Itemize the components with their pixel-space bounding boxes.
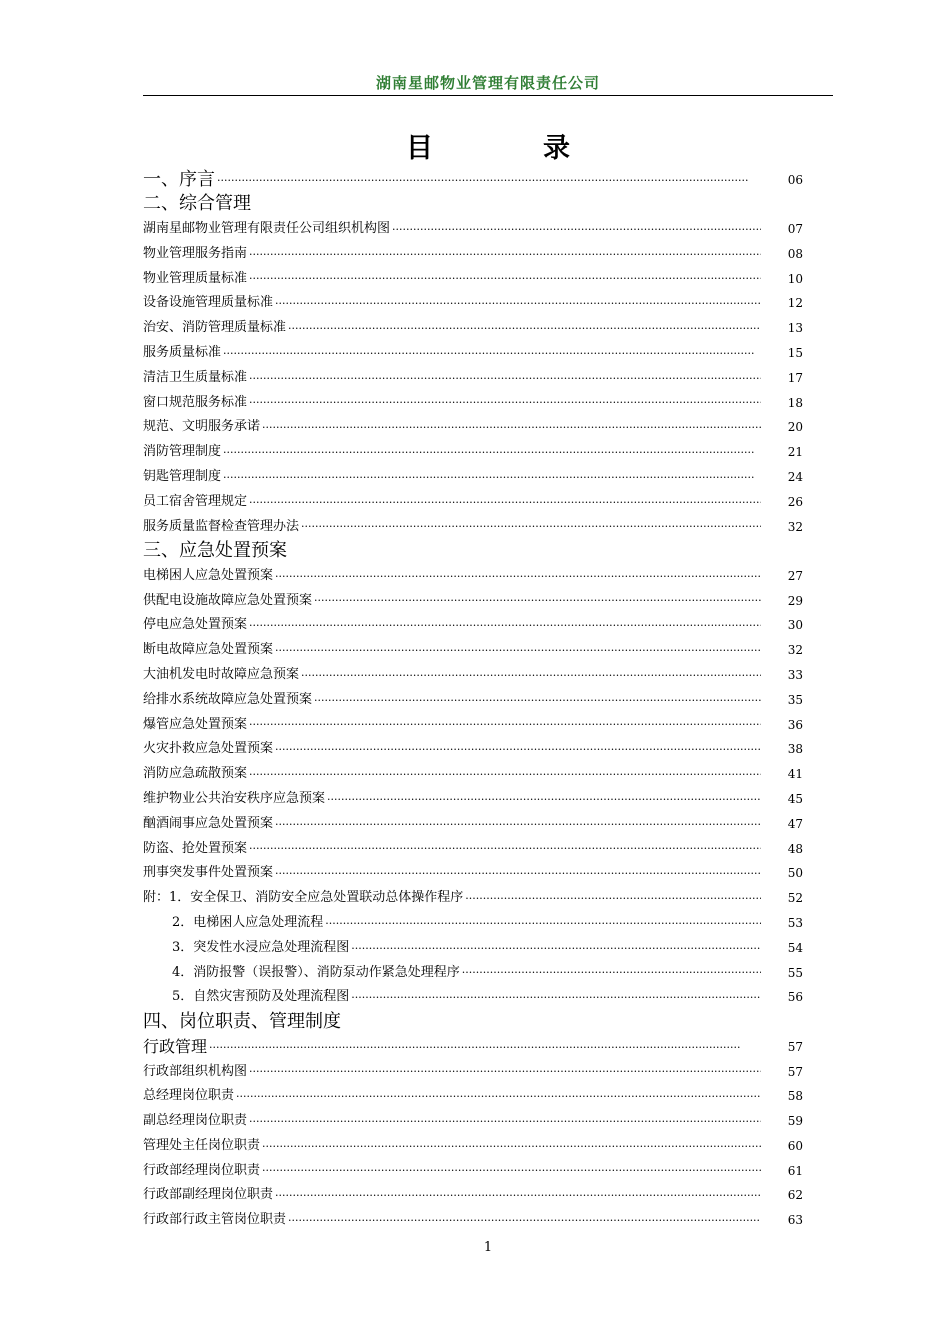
toc-entry-page: 21 bbox=[787, 445, 803, 460]
toc-entry-page: 26 bbox=[787, 494, 803, 509]
toc-leader-dots bbox=[325, 918, 761, 930]
toc-entry-label: 二、综合管理 bbox=[143, 193, 251, 214]
toc-entry[interactable] bbox=[143, 985, 803, 1010]
toc-leader-dots bbox=[223, 472, 761, 484]
page-title bbox=[143, 126, 833, 165]
toc-leader-dots bbox=[314, 595, 761, 607]
toc-leader-dots bbox=[275, 1190, 761, 1202]
toc-leader-dots bbox=[351, 943, 761, 955]
toc-entry-page: 20 bbox=[787, 420, 803, 435]
toc-leader-dots bbox=[327, 794, 761, 806]
toc-entry-page: 63 bbox=[787, 1213, 803, 1228]
toc-entry-label: 爆管应急处置预案 bbox=[143, 716, 248, 732]
toc-entry[interactable] bbox=[143, 688, 803, 713]
toc-entry-page: 58 bbox=[787, 1089, 803, 1104]
toc-entry[interactable] bbox=[143, 1084, 803, 1109]
toc-entry-page: 33 bbox=[787, 668, 803, 683]
toc-entry-label: 5．自然灾害预防及处理流程图 bbox=[172, 989, 350, 1005]
toc-entry-page: 57 bbox=[787, 1039, 803, 1054]
toc-leader-dots bbox=[275, 744, 761, 756]
toc-leader-dots bbox=[275, 819, 761, 831]
toc-entry-page: 52 bbox=[787, 891, 803, 906]
toc-entry[interactable] bbox=[143, 787, 803, 812]
toc-entry-label: 规范、文明服务承诺 bbox=[143, 419, 261, 435]
toc-leader-dots bbox=[288, 1215, 761, 1227]
toc-entry[interactable] bbox=[143, 515, 803, 540]
toc-entry-page: 06 bbox=[787, 172, 803, 187]
toc-leader-dots bbox=[249, 249, 761, 261]
toc-entry-page: 12 bbox=[787, 296, 803, 311]
toc-leader-dots bbox=[262, 422, 761, 434]
toc-entry-page: 17 bbox=[787, 370, 803, 385]
toc-entry-page: 50 bbox=[787, 866, 803, 881]
toc-entry[interactable] bbox=[143, 837, 803, 862]
toc-entry-page: 57 bbox=[787, 1064, 803, 1079]
toc-section-heading bbox=[143, 193, 803, 218]
toc-entry-label: 火灾扑救应急处置预案 bbox=[143, 741, 274, 757]
toc-entry-label: 员工宿舍管理规定 bbox=[143, 493, 248, 509]
toc-entry-label: 3．突发性水浸应急处理流程图 bbox=[172, 939, 350, 955]
toc-entry[interactable] bbox=[143, 391, 803, 416]
toc-entry-label: 窗口规范服务标准 bbox=[143, 394, 248, 410]
toc-entry[interactable] bbox=[143, 1208, 803, 1233]
toc-entry-page: 27 bbox=[787, 568, 803, 583]
toc-entry-label: 服务质量标准 bbox=[143, 344, 222, 360]
toc-entry[interactable] bbox=[143, 168, 803, 193]
toc-leader-dots bbox=[223, 348, 761, 360]
toc-entry[interactable] bbox=[143, 762, 803, 787]
toc-leader-dots bbox=[462, 967, 761, 979]
toc-entry-page: 32 bbox=[787, 643, 803, 658]
toc-entry-page: 61 bbox=[787, 1163, 803, 1178]
toc-entry-page: 15 bbox=[787, 345, 803, 360]
toc-entry-label: 行政部组织机构图 bbox=[143, 1063, 248, 1079]
toc-entry-label: 维护物业公共治安秩序应急预案 bbox=[143, 791, 326, 807]
toc-leader-dots bbox=[223, 447, 761, 459]
toc-leader-dots bbox=[217, 175, 761, 187]
toc-leader-dots bbox=[262, 1165, 761, 1177]
toc-leader-dots bbox=[249, 497, 761, 509]
toc-leader-dots bbox=[288, 323, 761, 335]
toc-entry-label: 停电应急处置预案 bbox=[143, 617, 248, 633]
toc-leader-dots bbox=[392, 224, 761, 236]
toc-entry-label: 三、应急处置预案 bbox=[143, 539, 287, 561]
toc-leader-dots bbox=[249, 843, 761, 855]
toc-entry-label: 管理处主任岗位职责 bbox=[143, 1137, 261, 1153]
page-number: 1 bbox=[483, 1240, 493, 1255]
toc-entry-page: 36 bbox=[787, 717, 803, 732]
toc-entry[interactable] bbox=[143, 911, 803, 936]
toc-leader-dots bbox=[275, 868, 761, 880]
toc-entry-page: 53 bbox=[787, 916, 803, 931]
toc-entry-page: 35 bbox=[787, 692, 803, 707]
toc-entry-page: 30 bbox=[787, 618, 803, 633]
toc-entry-label: 四、岗位职责、管理制度 bbox=[143, 1010, 341, 1032]
toc-entry-label: 行政管理 bbox=[143, 1036, 208, 1056]
toc-entry-label: 清洁卫生质量标准 bbox=[143, 369, 248, 385]
toc-entry-label: 附：1．安全保卫、消防安全应急处置联动总体操作程序 bbox=[143, 890, 464, 906]
toc-entry-page: 59 bbox=[787, 1114, 803, 1129]
toc-entry[interactable] bbox=[143, 1109, 803, 1134]
toc-entry[interactable] bbox=[143, 1060, 803, 1085]
toc-entry[interactable] bbox=[143, 316, 803, 341]
header-company-name: 湖南星邮物业管理有限责任公司 bbox=[375, 74, 600, 92]
toc-leader-dots bbox=[351, 992, 761, 1004]
toc-entry[interactable] bbox=[143, 961, 803, 986]
toc-entry-label: 防盗、抢处置预案 bbox=[143, 840, 248, 856]
toc-entry[interactable] bbox=[143, 638, 803, 663]
toc-leader-dots bbox=[249, 719, 761, 731]
toc-leader-dots bbox=[301, 521, 761, 533]
toc-entry[interactable] bbox=[143, 613, 803, 638]
toc-entry-page: 38 bbox=[787, 742, 803, 757]
toc-entry-label: 电梯困人应急处置预案 bbox=[143, 567, 274, 583]
toc-entry-label: 湖南星邮物业管理有限责任公司组织机构图 bbox=[143, 221, 391, 236]
toc-entry-page: 32 bbox=[787, 519, 803, 534]
toc-leader-dots bbox=[249, 397, 761, 409]
toc-entry-label: 行政部副经理岗位职责 bbox=[143, 1187, 274, 1203]
toc-entry-label: 刑事突发事件处置预案 bbox=[143, 865, 274, 881]
toc-entry-page: 24 bbox=[787, 469, 803, 484]
toc-entry-label: 物业管理服务指南 bbox=[143, 245, 248, 261]
toc-entry-label: 物业管理质量标准 bbox=[143, 270, 248, 286]
toc-leader-dots bbox=[275, 645, 761, 657]
toc-entry[interactable] bbox=[143, 465, 803, 490]
toc-entry-label: 钥匙管理制度 bbox=[143, 468, 222, 484]
toc-entry[interactable] bbox=[143, 936, 803, 961]
toc-entry-page: 54 bbox=[787, 940, 803, 955]
toc-entry[interactable] bbox=[143, 1035, 803, 1060]
toc-entry-page: 60 bbox=[787, 1138, 803, 1153]
table-of-contents bbox=[143, 168, 803, 1233]
toc-entry-label: 消防管理制度 bbox=[143, 444, 222, 460]
toc-entry[interactable] bbox=[143, 440, 803, 465]
toc-entry-label: 消防应急疏散预案 bbox=[143, 766, 248, 782]
toc-entry[interactable] bbox=[143, 415, 803, 440]
toc-entry-label: 一、序言 bbox=[143, 168, 215, 190]
toc-entry-page: 47 bbox=[787, 816, 803, 831]
toc-entry[interactable] bbox=[143, 812, 803, 837]
toc-entry-label: 治安、消防管理质量标准 bbox=[143, 320, 287, 336]
toc-leader-dots bbox=[275, 571, 761, 583]
toc-leader-dots bbox=[249, 620, 761, 632]
toc-leader-dots bbox=[249, 769, 761, 781]
toc-entry-page: 41 bbox=[787, 767, 803, 782]
toc-entry-label: 设备设施管理质量标准 bbox=[143, 295, 274, 311]
toc-entry[interactable] bbox=[143, 1159, 803, 1184]
toc-entry-label: 大油机发电时故障应急预案 bbox=[143, 667, 300, 683]
toc-entry-label: 总经理岗位职责 bbox=[143, 1088, 235, 1104]
toc-leader-dots bbox=[465, 893, 761, 905]
toc-entry-label: 4．消防报警（误报警）、消防泵动作紧急处理程序 bbox=[172, 964, 460, 980]
toc-entry-label: 2．电梯困人应急处理流程 bbox=[172, 915, 324, 931]
toc-leader-dots bbox=[275, 298, 761, 310]
toc-entry[interactable] bbox=[143, 267, 803, 292]
toc-entry[interactable] bbox=[143, 1134, 803, 1159]
toc-leader-dots bbox=[209, 1042, 761, 1054]
toc-entry-page: 29 bbox=[787, 593, 803, 608]
toc-entry[interactable] bbox=[143, 341, 803, 366]
toc-entry[interactable] bbox=[143, 861, 803, 886]
toc-entry-label: 服务质量监督检查管理办法 bbox=[143, 518, 300, 534]
toc-entry-page: 48 bbox=[787, 841, 803, 856]
toc-entry-label: 行政部经理岗位职责 bbox=[143, 1162, 261, 1178]
title-char-1: 目 bbox=[406, 133, 433, 164]
toc-entry-label: 行政部行政主管岗位职责 bbox=[143, 1212, 287, 1228]
header-divider bbox=[143, 95, 833, 96]
toc-entry-page: 13 bbox=[787, 321, 803, 336]
title-char-2: 录 bbox=[543, 133, 570, 164]
toc-entry[interactable] bbox=[143, 1183, 803, 1208]
toc-entry-page: 08 bbox=[787, 246, 803, 261]
toc-entry-label: 供配电设施故障应急处置预案 bbox=[143, 592, 313, 608]
toc-entry-page: 55 bbox=[787, 965, 803, 980]
toc-leader-dots bbox=[249, 373, 761, 385]
toc-entry-page: 62 bbox=[787, 1188, 803, 1203]
toc-entry-page: 56 bbox=[787, 990, 803, 1005]
toc-entry[interactable] bbox=[143, 663, 803, 688]
toc-leader-dots bbox=[249, 273, 761, 285]
toc-entry-label: 断电故障应急处置预案 bbox=[143, 642, 274, 658]
toc-entry[interactable] bbox=[143, 713, 803, 738]
toc-entry[interactable] bbox=[143, 217, 803, 242]
toc-entry-label: 酗酒闹事应急处置预案 bbox=[143, 815, 274, 831]
toc-entry-page: 18 bbox=[787, 395, 803, 410]
toc-entry[interactable] bbox=[143, 366, 803, 391]
toc-leader-dots bbox=[249, 1116, 761, 1128]
toc-section-heading bbox=[143, 539, 803, 564]
toc-entry[interactable] bbox=[143, 886, 803, 911]
toc-entry-page: 10 bbox=[787, 271, 803, 286]
toc-leader-dots bbox=[314, 695, 761, 707]
toc-entry[interactable] bbox=[143, 242, 803, 267]
toc-entry[interactable] bbox=[143, 737, 803, 762]
toc-section-heading bbox=[143, 1010, 803, 1035]
toc-entry-page: 45 bbox=[787, 792, 803, 807]
toc-entry-label: 给排水系统故障应急处置预案 bbox=[143, 691, 313, 707]
toc-leader-dots bbox=[236, 1091, 761, 1103]
toc-leader-dots bbox=[301, 670, 761, 682]
toc-entry[interactable] bbox=[143, 490, 803, 515]
toc-entry-page: 07 bbox=[787, 222, 803, 236]
toc-entry[interactable] bbox=[143, 564, 803, 589]
toc-entry[interactable] bbox=[143, 291, 803, 316]
toc-entry-label: 副总经理岗位职责 bbox=[143, 1113, 248, 1129]
toc-entry[interactable] bbox=[143, 589, 803, 614]
toc-leader-dots bbox=[249, 1066, 761, 1078]
toc-leader-dots bbox=[262, 1141, 761, 1153]
